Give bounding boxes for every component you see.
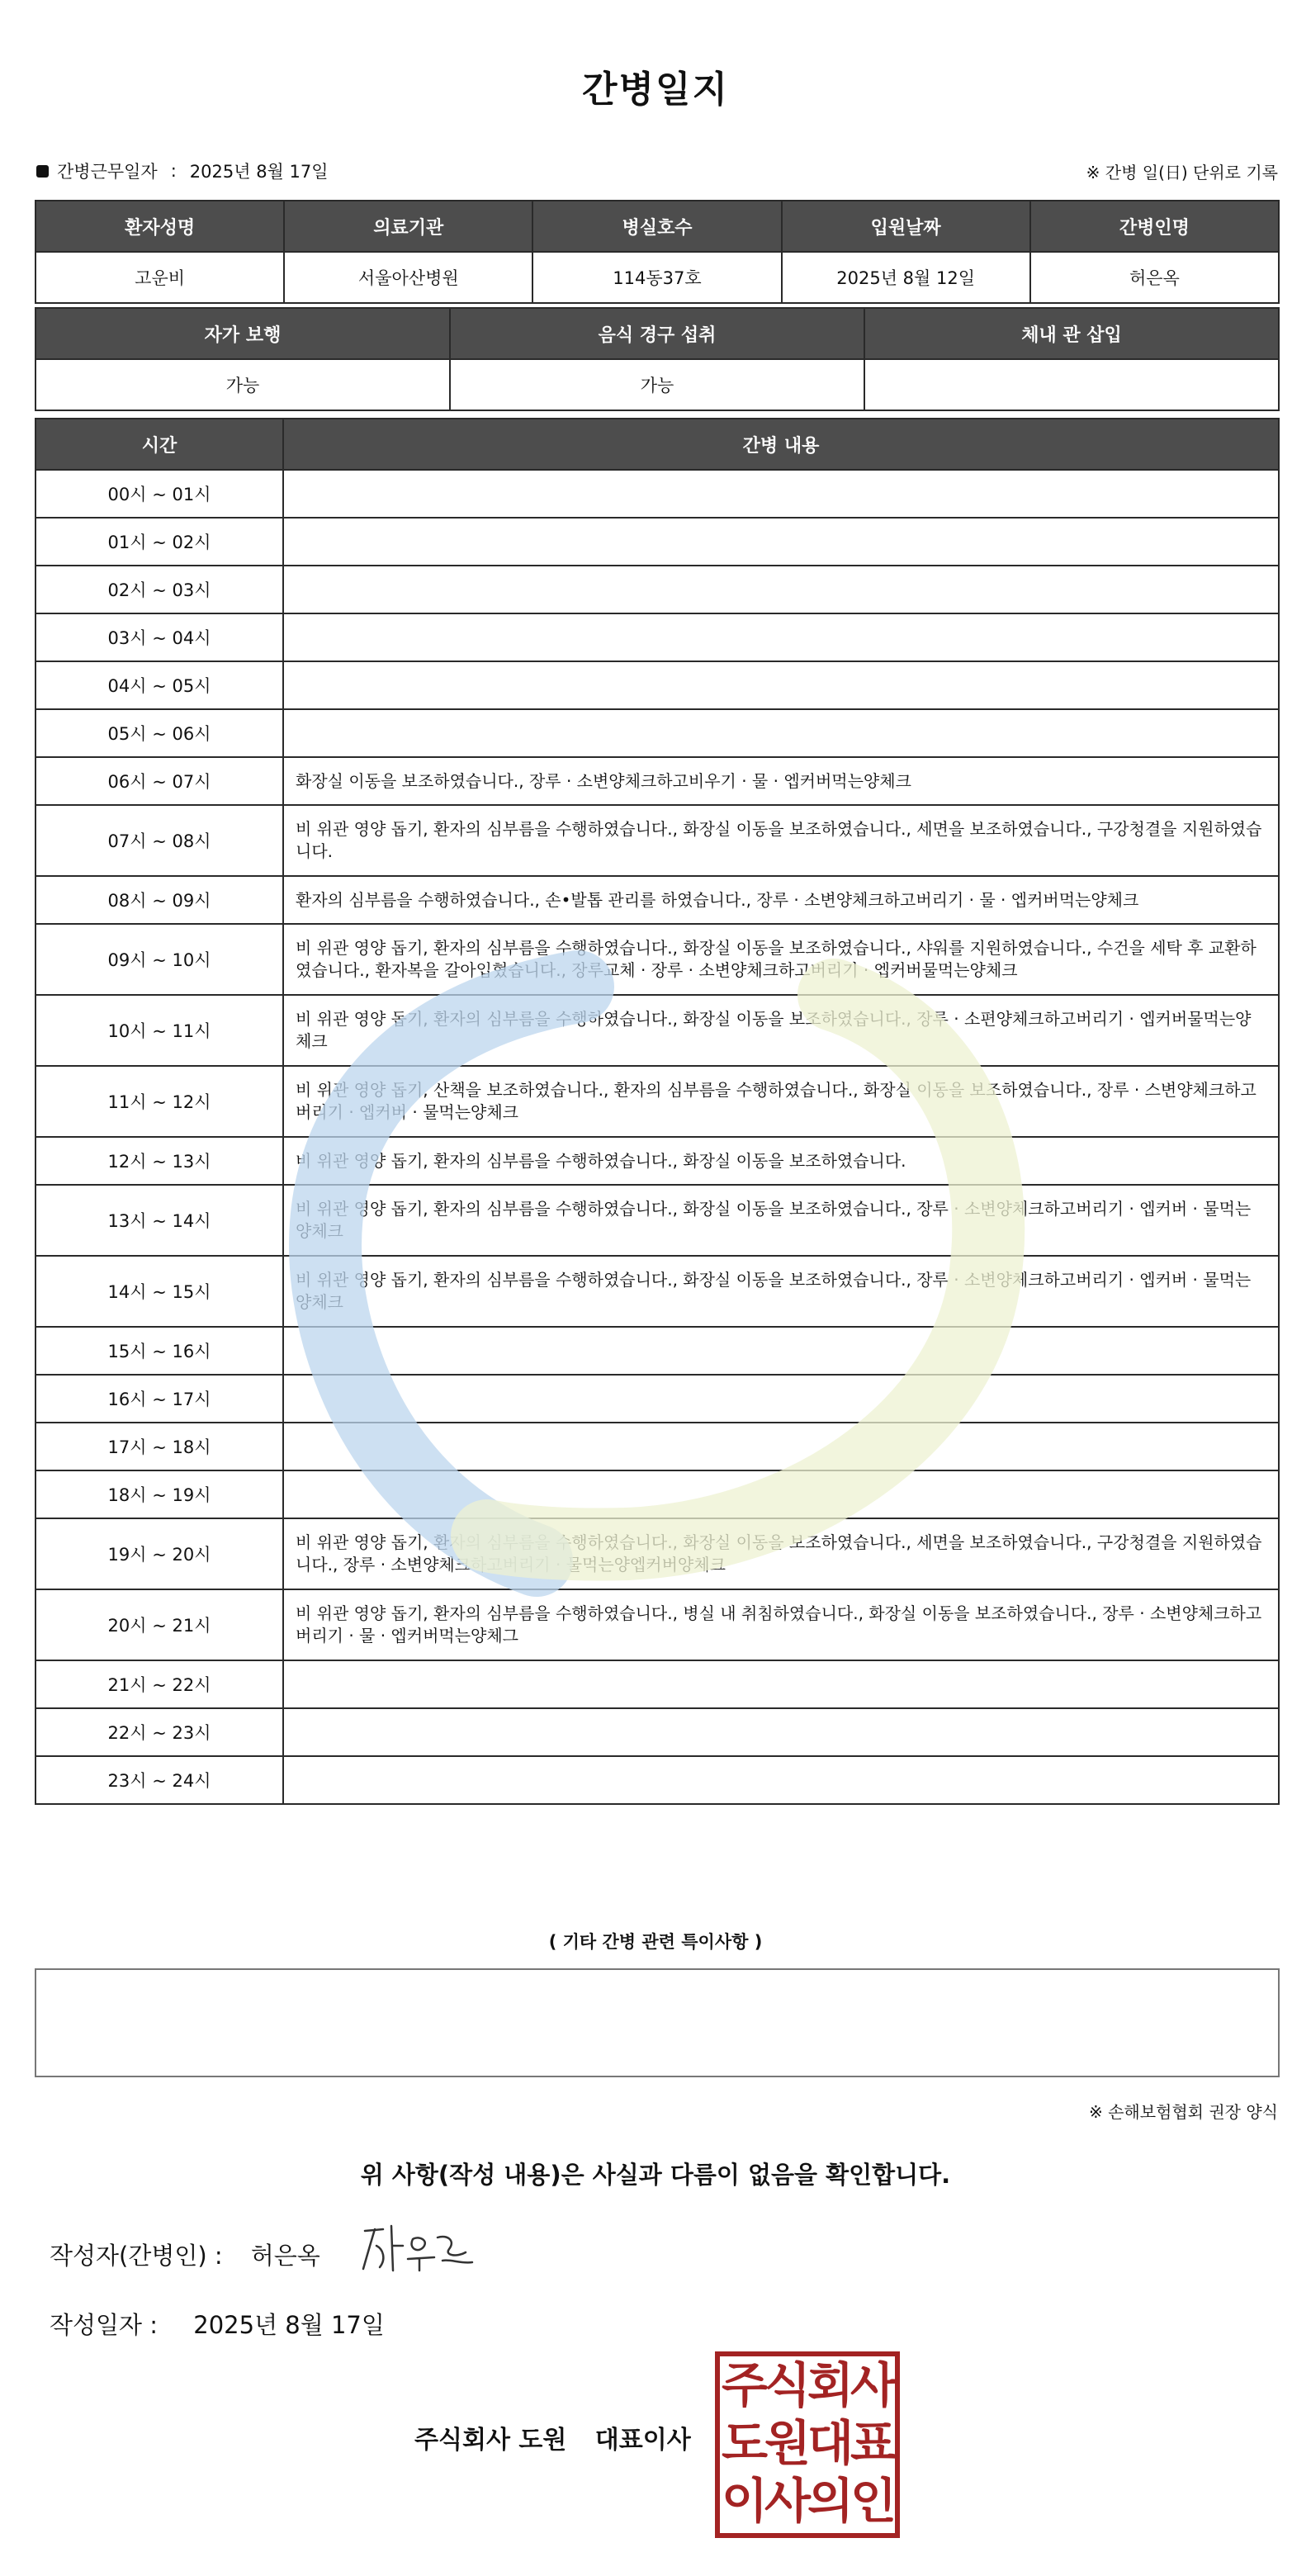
care-content: 비 위관 영양 돕기, 환자의 심부름을 수행하였습니다., 화장실 이동을 보조하였습니다., 장루 · 소편양체크하고버리기 · 엡커버물먹는양체크 [283,995,1279,1066]
write-date-label: 작성일자 : [50,2311,159,2339]
table-row [35,518,1279,566]
time-slot: 04시 ~ 05시 [35,661,283,709]
time-slot: 17시 ~ 18시 [35,1423,283,1470]
header-oral-intake: 음식 경구 섭취 [450,308,864,359]
table-row [35,252,1279,303]
form-footnote: ※ 손해보험협회 권장 양식 [1088,2102,1278,2122]
care-content: 비 위관 영양 돕기, 환자의 심부름을 수행하였습니다., 병실 내 취침하였습니다., 화장실 이동을 보조하였습니다., 장루 · 소변양체크하고버리기 · 물 · 엡커버먹는양체그 [283,1589,1279,1660]
header-care-content: 간병 내용 [283,419,1279,470]
page-title: 간병일지 [581,69,729,111]
remarks-box [35,1968,1280,2077]
table-header-row [35,308,1279,359]
time-slot: 23시 ~ 24시 [35,1756,283,1804]
care-content [283,661,1279,709]
time-slot: 00시 ~ 01시 [35,470,283,518]
header-caregiver: 간병인명 [1030,201,1279,252]
time-slot: 14시 ~ 15시 [35,1256,283,1327]
care-content [283,613,1279,661]
table-row [35,1066,1279,1137]
table-row [35,1470,1279,1518]
remarks-title: ( 기타 간병 관련 특이사항 ) [548,1932,763,1952]
room-number: 114동37호 [532,252,781,303]
care-content: 비 위관 영양 돕기, 환자의 심부름을 수행하였습니다., 화장실 이동을 보조하였습니다. [283,1137,1279,1185]
time-slot: 11시 ~ 12시 [35,1066,283,1137]
time-slot: 07시 ~ 08시 [35,805,283,876]
time-slot: 01시 ~ 02시 [35,518,283,566]
write-date-row [50,2307,385,2341]
time-slot: 15시 ~ 16시 [35,1327,283,1375]
care-content: 비 위관 영양 돕기, 환자의 심부름을 수행하였습니다., 화장실 이동을 보조하였습니다., 세면을 보조하였습니다., 구강청결을 지원하였습니다., 장루 · 소변양체크하고버리기 · 물먹는양엡커버양체크 [283,1518,1279,1589]
care-content: 화장실 이동을 보조하였습니다., 장루 · 소변양체크하고비우기 · 물 · 엡커버먹는양체크 [283,757,1279,805]
time-slot: 13시 ~ 14시 [35,1185,283,1256]
oral-intake-value: 가능 [450,359,864,410]
caregiver-name: 허은옥 [1030,252,1279,303]
table-row [35,1708,1279,1756]
seal-line: 도원대표 [721,2415,894,2471]
handwritten-signature [358,2221,490,2279]
time-slot: 20시 ~ 21시 [35,1589,283,1660]
company-rep: 대표이사 [594,2426,691,2455]
care-content [283,1327,1279,1375]
patient-status-table [35,307,1280,411]
care-content: 환자의 심부름을 수행하였습니다., 손•발톱 관리를 하였습니다., 장루 · 소변양체크하고버리기 · 물 · 엡커버먹는양체크 [283,876,1279,924]
writer-name: 허은옥 [250,2242,320,2270]
company-seal-stamp [715,2351,900,2538]
table-row [35,566,1279,613]
table-row [35,995,1279,1066]
header-admission-date: 입원날짜 [782,201,1030,252]
walking-value: 가능 [35,359,450,410]
care-log-body [35,470,1279,1804]
patient-info-table [35,200,1280,304]
header-tube: 체내 관 삽입 [864,308,1279,359]
table-row [35,709,1279,757]
table-row [35,1256,1279,1327]
patient-name: 고운비 [35,252,284,303]
header-room: 병실호수 [532,201,781,252]
time-slot: 10시 ~ 11시 [35,995,283,1066]
admission-date: 2025년 8월 12일 [782,252,1030,303]
care-content [283,566,1279,613]
bullet-icon [36,165,49,178]
time-slot: 19시 ~ 20시 [35,1518,283,1589]
write-date-value: 2025년 8월 17일 [193,2311,385,2339]
table-row [35,1327,1279,1375]
table-row [35,1589,1279,1660]
care-content [283,470,1279,518]
work-date-value: 2025년 8월 17일 [189,162,329,182]
care-content [283,1756,1279,1804]
time-slot: 02시 ~ 03시 [35,566,283,613]
writer-row [50,2237,320,2271]
time-slot: 06시 ~ 07시 [35,757,283,805]
company-line [414,2419,691,2455]
care-content [283,709,1279,757]
header-hospital: 의료기관 [284,201,532,252]
unit-note: ※ 간병 일(日) 단위로 기록 [1086,163,1278,182]
seal-line: 이사의인 [721,2473,894,2529]
table-header-row [35,201,1279,252]
confirmation-statement: 위 사항(작성 내용)은 사실과 다름이 없음을 확인합니다. [360,2161,951,2189]
time-slot: 08시 ~ 09시 [35,876,283,924]
work-date [36,159,329,183]
care-content [283,1660,1279,1708]
care-content: 비 위관 영양 돕기, 환자의 심부름을 수행하였습니다., 화장실 이동을 보조하였습니다., 장루 · 소변양체크하고버리기 · 엡커버 · 물먹는양체크 [283,1256,1279,1327]
care-content: 비 위관 영양 돕기, 환자의 심부름을 수행하였습니다., 화장실 이동을 보조하였습니다., 장루 · 소변양체크하고버리기 · 엡커버 · 물먹는양체크 [283,1185,1279,1256]
table-row [35,1660,1279,1708]
seal-line: 주식회사 [721,2357,894,2413]
table-row [35,1756,1279,1804]
writer-label: 작성자(간병인) : [50,2242,223,2270]
care-content [283,1375,1279,1423]
care-content [283,1708,1279,1756]
time-slot: 05시 ~ 06시 [35,709,283,757]
table-row [35,757,1279,805]
time-slot: 03시 ~ 04시 [35,613,283,661]
tube-value [864,359,1279,410]
care-log-table [35,418,1280,1805]
work-date-sep: : [170,161,177,181]
table-row [35,661,1279,709]
care-content [283,1423,1279,1470]
time-slot: 21시 ~ 22시 [35,1660,283,1708]
care-content: 비 위관 영양 돕기, 환자의 심부름을 수행하였습니다., 화장실 이동을 보조하였습니다., 샤워를 지원하였습니다., 수건을 세탁 후 교환하였습니다., 환자복을 갈아입혔습니다., 장루교체 · 장루 · 소변양체크하고버리기 · 엡커버물먹는양체크 [283,924,1279,995]
header-time: 시간 [35,419,283,470]
table-header-row [35,419,1279,470]
time-slot: 09시 ~ 10시 [35,924,283,995]
time-slot: 12시 ~ 13시 [35,1137,283,1185]
care-content: 비 위관 영양 돕기, 환자의 심부름을 수행하였습니다., 화장실 이동을 보조하였습니다., 세면을 보조하였습니다., 구강청결을 지원하였습니다. [283,805,1279,876]
care-content [283,1470,1279,1518]
table-row [35,1137,1279,1185]
table-row [35,1185,1279,1256]
care-content: 비 위관 영양 돕기, 산책을 보조하였습니다., 환자의 심부름을 수행하였습니다., 화장실 이동을 보조하였습니다., 장루 · 스변양체크하고버리기 · 엡커버 · 물먹는양체크 [283,1066,1279,1137]
care-content [283,518,1279,566]
table-row [35,613,1279,661]
table-row [35,924,1279,995]
table-row [35,1518,1279,1589]
header-patient-name: 환자성명 [35,201,284,252]
table-row [35,805,1279,876]
time-slot: 22시 ~ 23시 [35,1708,283,1756]
table-row [35,1375,1279,1423]
table-row [35,1423,1279,1470]
hospital: 서울아산병원 [284,252,532,303]
time-slot: 16시 ~ 17시 [35,1375,283,1423]
company-name: 주식회사 도원 [414,2426,567,2455]
table-row [35,876,1279,924]
table-row [35,359,1279,410]
work-date-label: 간병근무일자 [57,162,158,182]
header-walking: 자가 보행 [35,308,450,359]
time-slot: 18시 ~ 19시 [35,1470,283,1518]
table-row [35,470,1279,518]
